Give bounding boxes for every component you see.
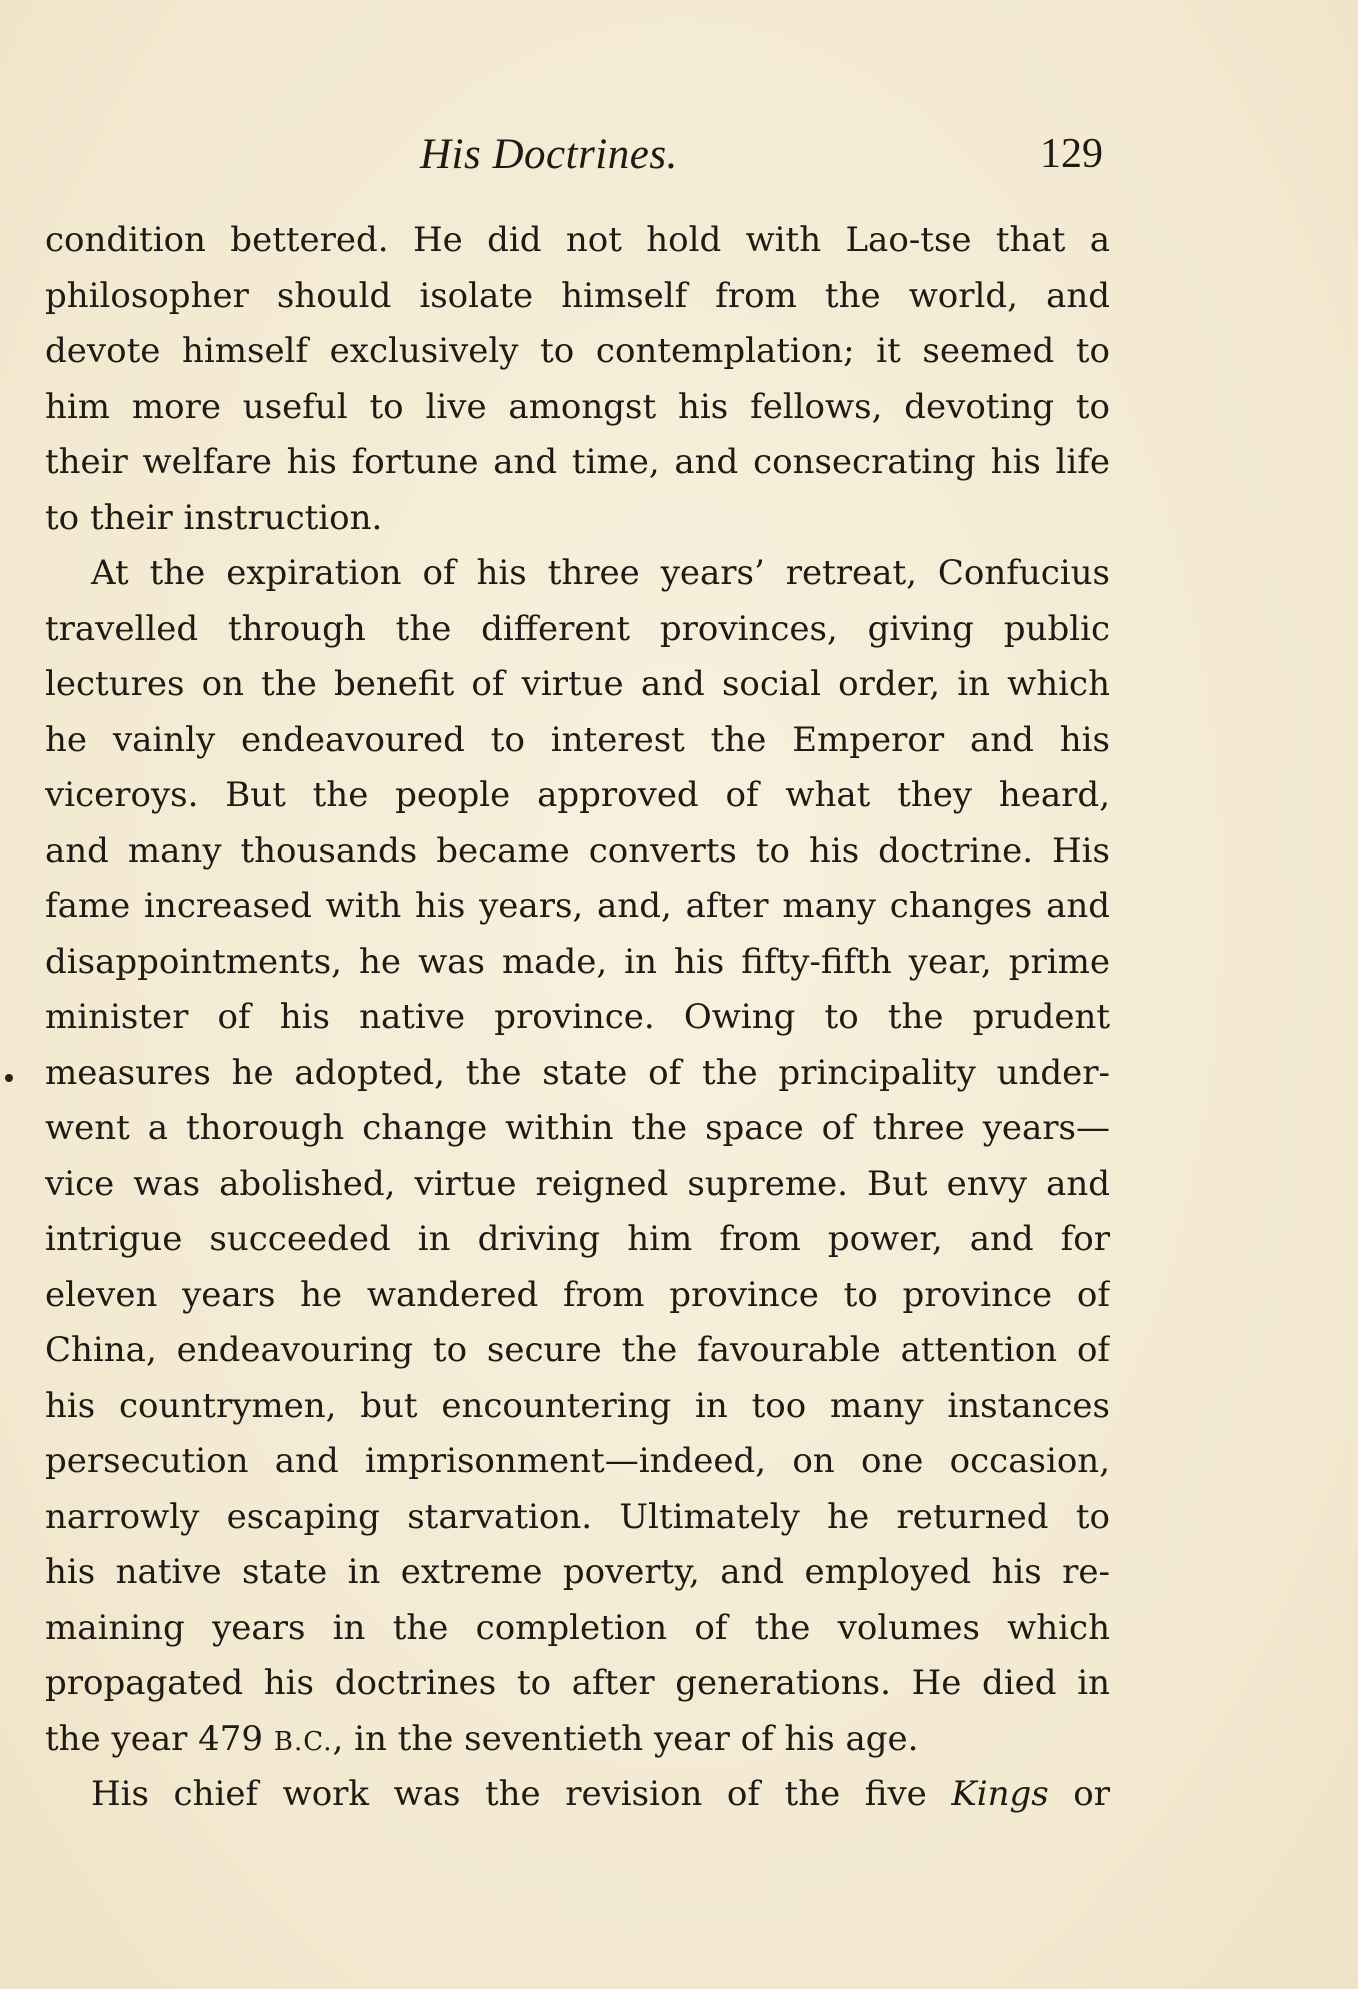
text-line: philosopher should isolate himself from the world, and xyxy=(45,275,1110,316)
text-line: lectures on the benefit of virtue and social order, in which xyxy=(45,664,1110,704)
text-line: China, endeavouring to secure the favourable attention of xyxy=(45,1330,1110,1370)
text-line: condition bettered. He did not hold with Lao-tse that a xyxy=(45,220,1110,260)
text-line: travelled through the different provinces, giving public xyxy=(45,608,1110,649)
italic-term: Kings xyxy=(951,1774,1049,1814)
era-abbreviation: B.C. xyxy=(273,1726,333,1757)
text-line: propagated his doctrines to after generations. He died in xyxy=(45,1663,1110,1703)
text-fragment: the year 479 xyxy=(45,1718,274,1759)
running-head xyxy=(0,130,1358,180)
page-number: 129 xyxy=(1040,131,1103,177)
text-line: his countrymen, but encountering in too many instances xyxy=(45,1385,1110,1426)
text-line: he vainly endeavoured to interest the Emperor and his xyxy=(45,719,1110,760)
text-line: their welfare his fortune and time, and consecrating his life xyxy=(45,442,1110,482)
text-line: narrowly escaping starvation. Ultimately he returned to xyxy=(45,1496,1110,1537)
text-line: to their instruction. xyxy=(45,497,383,538)
text-line: measures he adopted, the state of the principality under- xyxy=(45,1052,1110,1093)
text-line: fame increased with his years, and, after many changes and xyxy=(45,886,1110,926)
text-fragment: His chief work was the revision of the five xyxy=(91,1774,952,1814)
text-line: intrigue succeeded in driving him from power, and for xyxy=(45,1219,1110,1259)
margin-mark xyxy=(5,1074,13,1082)
text-fragment: or xyxy=(1048,1774,1110,1814)
text-line: went a thorough change within the space of three years— xyxy=(45,1108,1110,1148)
text-line: devote himself exclusively to contemplation; it seemed to xyxy=(45,331,1110,371)
text-line: viceroys. But the people approved of what they heard, xyxy=(45,775,1110,815)
text-line: minister of his native province. Owing to the prudent xyxy=(45,997,1110,1037)
text-line xyxy=(45,1712,1110,1768)
text-line: disappointments, he was made, in his fifty-fifth year, prime xyxy=(45,941,1110,982)
text-line: maining years in the completion of the volumes which xyxy=(45,1607,1110,1648)
running-title: His Doctrines. xyxy=(420,131,678,178)
text-line xyxy=(45,1767,1110,1823)
body-text xyxy=(45,213,1110,1823)
text-line: persecution and imprisonment—indeed, on one occasion, xyxy=(45,1441,1110,1481)
text-line: him more useful to live amongst his fellows, devoting to xyxy=(45,386,1110,427)
text-line: and many thousands became converts to his doctrine. His xyxy=(45,830,1110,871)
text-line: eleven years he wandered from province to province of xyxy=(45,1274,1110,1315)
text-line: his native state in extreme poverty, and employed his re- xyxy=(45,1552,1110,1592)
text-fragment: , in the seventieth year of his age. xyxy=(332,1718,919,1759)
text-line: vice was abolished, virtue reigned supreme. But envy and xyxy=(45,1163,1110,1204)
text-line: At the expiration of his three years’ retreat, Confucius xyxy=(91,553,1110,593)
